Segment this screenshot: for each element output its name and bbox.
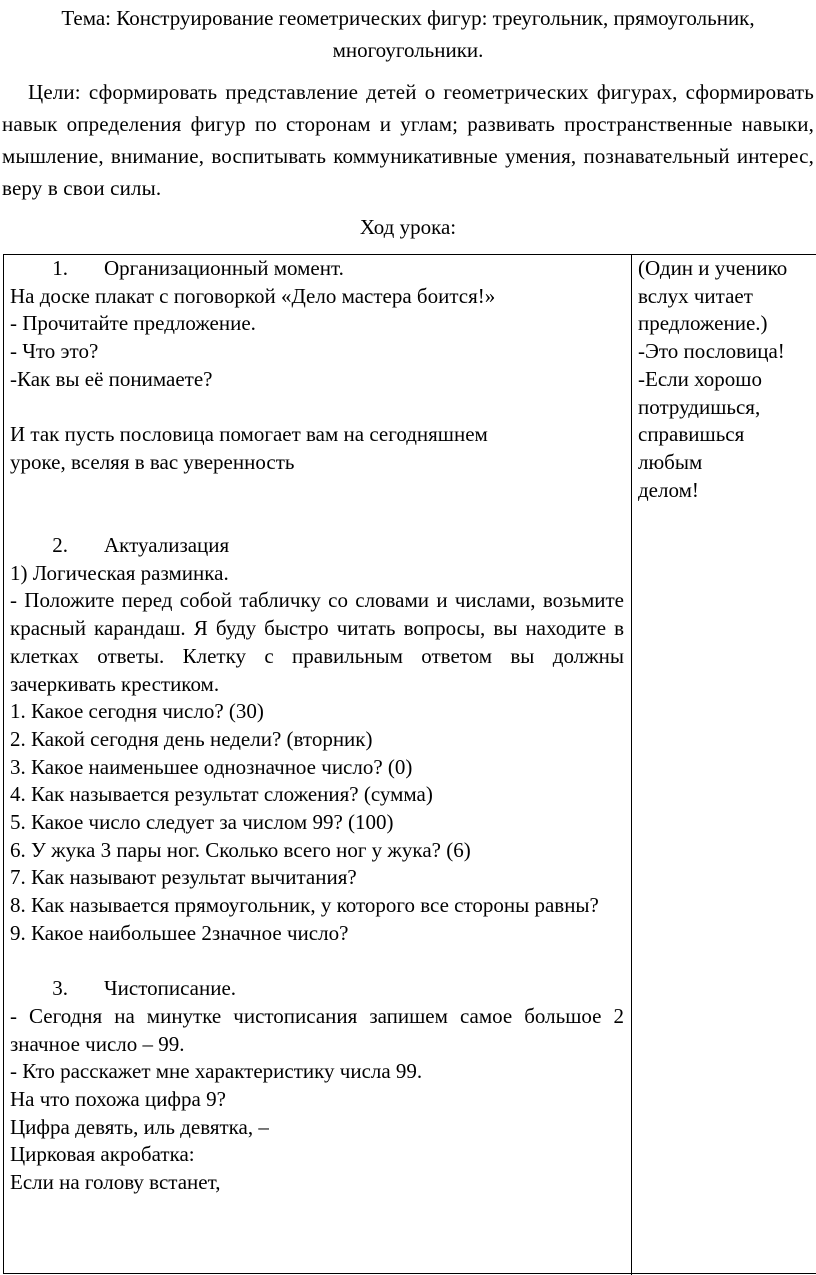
student-response-line: (Один и ученико: [638, 256, 788, 280]
teacher-column: [10, 255, 624, 1197]
section-1-line: На доске плакат с поговоркой «Дело мастера боится!»: [10, 283, 496, 308]
student-response-line: -Это пословица!: [638, 339, 785, 364]
student-response-line: делом!: [638, 477, 699, 502]
section-1-heading: [10, 255, 624, 283]
section-2-instruction: - Положите перед собой табличку со словами и числами, возьмите красный карандаш. Я буду быстро читать вопросы, вы находите в клетках ответы. Клетку с правильным ответом вы должны зачеркивать крестиком.: [10, 588, 624, 696]
lesson-plan-table: [3, 254, 816, 1274]
lesson-heading: Ход урока:: [359, 215, 457, 239]
section-2-number: 2.: [52, 533, 68, 557]
question-item: 2. Какой сегодня день недели? (вторник): [10, 726, 373, 751]
question-item: 3. Какое наименьшее однозначное число? (0): [10, 754, 413, 779]
section-1-line: - Что это?: [10, 339, 99, 364]
section-3-line: Цирковая акробатка:: [10, 1142, 195, 1167]
section-2-heading: [10, 532, 624, 560]
student-response-line: справишься: [638, 422, 745, 447]
student-response-line: вслух читает: [638, 283, 753, 308]
student-response-line: потрудишься,: [638, 394, 761, 419]
lesson-topic: Тема: Конструирование геометрических фигур: треугольник, прямоугольник, многоугольники.: [61, 6, 755, 62]
section-3-line: На что похожа цифра 9?: [10, 1087, 226, 1112]
section-3-number: 3.: [52, 976, 68, 1001]
question-item: 9. Какое наибольшее 2значное число?: [10, 920, 349, 945]
section-3-title: Чистописание.: [104, 976, 237, 1001]
spacer: [10, 394, 624, 422]
lesson-goals: Цели: сформировать представление детей о геометрических фигурах, сформировать навык определения фигур по сторонам и углам; развивать пространственные навыки, мышление, внимание, воспитывать коммуникативные умения, познавательный интерес, веру в свои силы.: [2, 80, 814, 200]
section-1-closing: И так пусть пословица помогает вам на сегодняшнем: [10, 422, 488, 447]
section-3-line: Цифра девять, иль девятка, –: [10, 1114, 269, 1139]
question-item: 4. Как называется результат сложения? (сумма): [10, 782, 433, 807]
student-column: [638, 255, 816, 504]
section-1-number: 1.: [52, 256, 68, 280]
section-2-subtitle: 1) Логическая разминка.: [10, 560, 229, 585]
spacer: [10, 948, 624, 976]
section-1-closing: уроке, вселяя в вас уверенность: [10, 449, 295, 474]
question-item: 5. Какое число следует за числом 99? (100): [10, 810, 394, 835]
column-divider: [631, 255, 632, 1275]
spacer: [10, 477, 624, 532]
section-2-title: Актуализация: [104, 533, 230, 557]
student-response-line: любым: [638, 449, 703, 474]
section-1-line: -Как вы её понимаете?: [10, 366, 213, 391]
question-item: 7. Как называют результат вычитания?: [10, 865, 357, 890]
student-response-line: предложение.): [638, 311, 768, 336]
question-item: 1. Какое сегодня число? (30): [10, 699, 264, 724]
section-1-title: Организационный момент.: [104, 256, 344, 280]
section-3-heading: [10, 975, 624, 1003]
student-response-line: -Если хорошо: [638, 366, 762, 391]
question-item: 6. У жука 3 пары ног. Сколько всего ног у жука? (6): [10, 837, 471, 862]
section-3-line: - Кто расскажет мне характеристику числа 99.: [10, 1059, 423, 1084]
section-1-line: - Прочитайте предложение.: [10, 311, 256, 336]
question-item: 8. Как называется прямоугольник, у которого все стороны равны?: [10, 893, 599, 918]
section-3-intro: - Сегодня на минутке чистописания запишем самое большое 2 значное число – 99.: [10, 1003, 624, 1056]
section-3-line: Если на голову встанет,: [10, 1170, 221, 1195]
